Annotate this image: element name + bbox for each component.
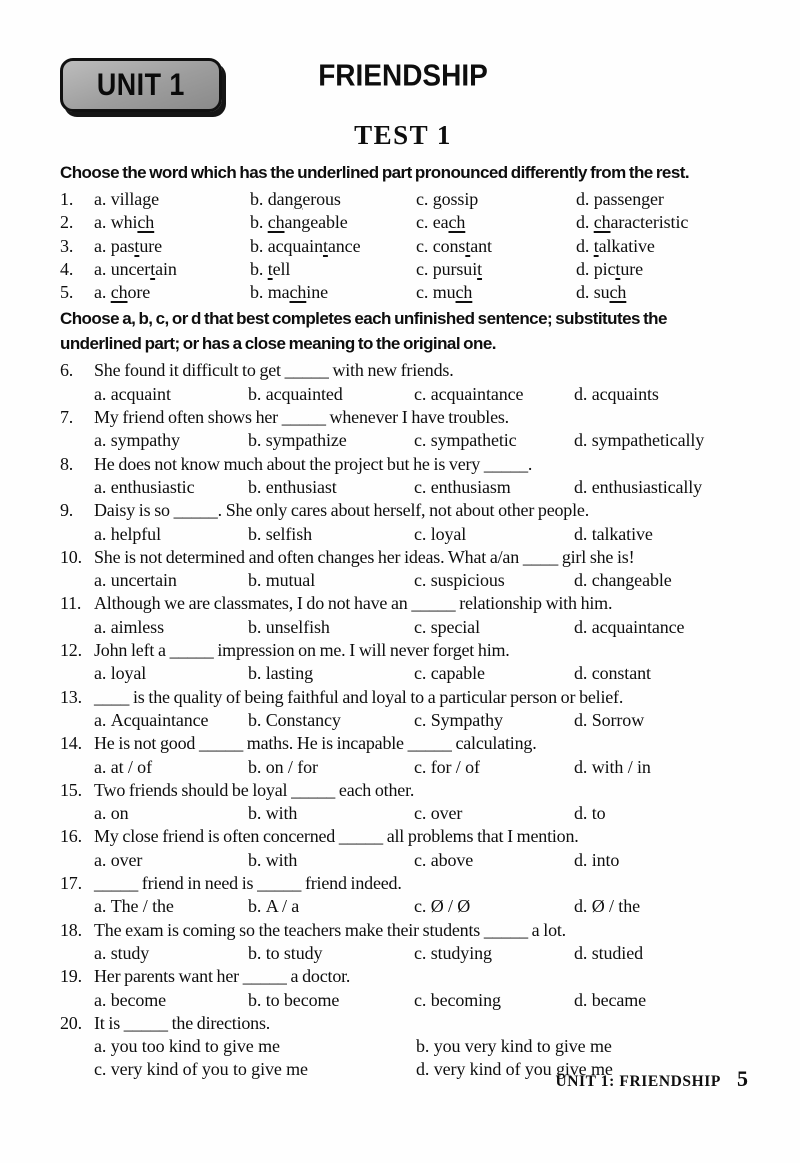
question-options bbox=[94, 849, 746, 872]
question-stem: John left a _____ impression on me. I will never forget him. bbox=[94, 640, 510, 661]
underlined-part: ch bbox=[448, 212, 466, 233]
question-stem-row bbox=[60, 732, 746, 755]
question-number: 10. bbox=[60, 546, 82, 567]
option-d: d. acquaintance bbox=[574, 616, 685, 637]
option-word: passenger bbox=[593, 189, 664, 209]
question-options bbox=[94, 476, 746, 499]
question bbox=[60, 639, 746, 686]
option-a bbox=[94, 235, 250, 258]
option-d: d. to bbox=[574, 803, 606, 824]
option-word: which bbox=[110, 212, 155, 233]
option-letter: c. bbox=[416, 282, 433, 303]
question-stem: She found it difficult to get _____ with new friends. bbox=[94, 360, 454, 381]
option-b: b. on / for bbox=[248, 756, 318, 777]
option-word: tell bbox=[267, 258, 291, 279]
option-b: b. unselfish bbox=[248, 616, 330, 637]
option-letter: b. bbox=[250, 282, 268, 303]
question-options bbox=[94, 662, 746, 685]
option-c: c. acquaintance bbox=[414, 383, 524, 404]
option-word: such bbox=[593, 282, 627, 303]
option-b: b. mutual bbox=[248, 570, 316, 591]
page-number: 5 bbox=[737, 1066, 748, 1091]
question-number: 3. bbox=[60, 235, 74, 256]
question-number: 14. bbox=[60, 733, 82, 754]
instruction-line: Choose a, b, c, or d that best completes each unfinished sentence; substitutes the bbox=[60, 309, 667, 329]
underlined-part: t bbox=[477, 258, 483, 279]
unit-badge bbox=[60, 58, 222, 112]
option-b: b. to study bbox=[248, 942, 323, 963]
pronunciation-question bbox=[60, 235, 746, 258]
question-number: 11. bbox=[60, 593, 82, 614]
question-options bbox=[94, 383, 746, 406]
section2-questions bbox=[60, 359, 746, 1081]
section1-instruction bbox=[60, 160, 746, 185]
option-d bbox=[576, 211, 746, 234]
option-a: a. over bbox=[94, 849, 143, 870]
question-stem: He does not know much about the project but he is very _____. bbox=[94, 453, 533, 474]
option-c: c. for / of bbox=[414, 756, 480, 777]
question-options bbox=[94, 942, 746, 965]
underlined-part: ch bbox=[609, 282, 627, 303]
option-a: a. enthusiastic bbox=[94, 476, 195, 497]
question-number: 8. bbox=[60, 453, 74, 474]
question-stem-row bbox=[60, 546, 746, 569]
option-a bbox=[94, 258, 250, 281]
underlined-part: ch bbox=[137, 212, 155, 233]
question-stem-row bbox=[60, 639, 746, 662]
option-c: c. above bbox=[414, 849, 474, 870]
underlined-part: t bbox=[134, 235, 140, 256]
option-letter: d. bbox=[576, 235, 594, 256]
option-b: b. acquainted bbox=[248, 383, 343, 404]
option-b: b. lasting bbox=[248, 663, 313, 684]
option-c: c. special bbox=[414, 616, 480, 637]
option-c bbox=[416, 211, 576, 234]
question bbox=[60, 825, 746, 872]
question-number: 6. bbox=[60, 360, 74, 381]
question bbox=[60, 499, 746, 546]
option-d bbox=[576, 258, 746, 281]
question-stem: Daisy is so _____. She only cares about herself, not about other people. bbox=[94, 500, 589, 521]
question-options bbox=[94, 616, 746, 639]
underlined-part: g bbox=[432, 189, 442, 209]
underlined-part: t bbox=[150, 258, 156, 279]
option-c: c. Ø / Ø bbox=[414, 896, 471, 917]
option-c: c. Sympathy bbox=[414, 709, 503, 730]
option-c: c. studying bbox=[414, 942, 492, 963]
option-d: d. sympathetically bbox=[574, 430, 705, 451]
option-letter: a. bbox=[94, 212, 111, 233]
option-d bbox=[576, 281, 746, 304]
option-word: chore bbox=[110, 282, 151, 303]
question bbox=[60, 406, 746, 453]
question bbox=[60, 872, 746, 919]
option-letter: d. bbox=[576, 212, 594, 233]
option-c: c. suspicious bbox=[414, 570, 505, 591]
underlined-part: t bbox=[593, 235, 599, 256]
page-header bbox=[60, 54, 746, 112]
option-c bbox=[416, 281, 576, 304]
underlined-part: g bbox=[142, 189, 152, 209]
question-stem-row bbox=[60, 919, 746, 942]
question bbox=[60, 732, 746, 779]
question-stem-row bbox=[60, 1012, 746, 1035]
instruction-line: underlined part; or has a close meaning to the original one. bbox=[60, 334, 496, 354]
option-b bbox=[250, 235, 416, 258]
underlined-part: t bbox=[267, 258, 273, 279]
option-a: a. at / of bbox=[94, 756, 152, 777]
option-d bbox=[576, 188, 746, 211]
option-b: b. you very kind to give me bbox=[416, 1036, 612, 1057]
option-d: d. Sorrow bbox=[574, 709, 645, 730]
question-stem-row bbox=[60, 453, 746, 476]
question-stem: He is not good _____ maths. He is incapable _____ calculating. bbox=[94, 733, 537, 754]
option-letter: c. bbox=[416, 258, 433, 279]
question-number: 16. bbox=[60, 826, 82, 847]
question-stem-row bbox=[60, 825, 746, 848]
question-options bbox=[94, 569, 746, 592]
pronunciation-question bbox=[60, 258, 746, 281]
question-options bbox=[94, 989, 746, 1012]
option-d: d. into bbox=[574, 849, 620, 870]
question-number: 7. bbox=[60, 407, 74, 428]
option-c: c. over bbox=[414, 803, 463, 824]
option-d: d. changeable bbox=[574, 570, 672, 591]
question-stem: My close friend is often concerned _____ all problems that I mention. bbox=[94, 826, 579, 847]
option-letter: b. bbox=[250, 212, 268, 233]
option-b bbox=[250, 188, 416, 211]
option-b: b. A / a bbox=[248, 896, 300, 917]
option-a bbox=[94, 211, 250, 234]
option-b: b. with bbox=[248, 803, 298, 824]
instruction-line: Choose the word which has the underlined part pronounced differently from the rest. bbox=[60, 163, 690, 182]
option-letter: a. bbox=[94, 235, 111, 256]
question-stem: Although we are classmates, I do not have an _____ relationship with him. bbox=[94, 593, 613, 614]
option-c: c. becoming bbox=[414, 989, 501, 1010]
option-word: uncertain bbox=[110, 258, 177, 279]
option-d: d. became bbox=[574, 989, 647, 1010]
option-c: c. very kind of you to give me bbox=[94, 1059, 308, 1080]
option-c bbox=[416, 188, 576, 211]
question-number: 18. bbox=[60, 919, 82, 940]
option-letter: c. bbox=[416, 212, 433, 233]
option-d: d. acquaints bbox=[574, 383, 659, 404]
option-letter: b. bbox=[250, 189, 268, 209]
pronunciation-question bbox=[60, 211, 746, 234]
option-word: pursuit bbox=[432, 258, 483, 279]
question-number: 17. bbox=[60, 873, 82, 894]
underlined-part: t bbox=[465, 235, 471, 256]
option-word: constant bbox=[432, 235, 492, 256]
question-number: 4. bbox=[60, 258, 74, 279]
option-a: a. study bbox=[94, 942, 150, 963]
underlined-part: g bbox=[293, 189, 303, 209]
option-word: pasture bbox=[110, 235, 162, 256]
option-b bbox=[250, 211, 416, 234]
question-options bbox=[94, 429, 746, 452]
question-number: 20. bbox=[60, 1012, 82, 1033]
question bbox=[60, 359, 746, 406]
option-d: d. talkative bbox=[574, 523, 653, 544]
question-options bbox=[94, 895, 746, 918]
question-stem: She is not determined and often changes her ideas. What a/an ____ girl she is! bbox=[94, 546, 635, 567]
question bbox=[60, 965, 746, 1012]
question-number: 19. bbox=[60, 966, 82, 987]
question-stem-row bbox=[60, 359, 746, 382]
question-stem-row bbox=[60, 686, 746, 709]
option-letter: b. bbox=[250, 258, 268, 279]
option-c: c. loyal bbox=[414, 523, 467, 544]
test-title: TEST 1 bbox=[354, 120, 452, 150]
page-footer bbox=[555, 1066, 748, 1092]
question bbox=[60, 779, 746, 826]
option-b bbox=[250, 281, 416, 304]
question-stem-row bbox=[60, 499, 746, 522]
option-b: b. with bbox=[248, 849, 298, 870]
unit-badge-label: UNIT 1 bbox=[96, 67, 186, 102]
option-d: d. constant bbox=[574, 663, 651, 684]
section2-instruction bbox=[60, 306, 746, 356]
question-stem: It is _____ the directions. bbox=[94, 1012, 271, 1033]
question-stem: The exam is coming so the teachers make their students _____ a lot. bbox=[94, 919, 566, 940]
option-letter: b. bbox=[250, 235, 268, 256]
question-options bbox=[94, 709, 746, 732]
option-a: a. loyal bbox=[94, 663, 147, 684]
option-a: a. you too kind to give me bbox=[94, 1036, 280, 1057]
question bbox=[60, 919, 746, 966]
option-letter: a. bbox=[94, 282, 111, 303]
option-b: b. selfish bbox=[248, 523, 312, 544]
option-a bbox=[94, 281, 250, 304]
option-b: b. Constancy bbox=[248, 709, 341, 730]
question-stem: My friend often shows her _____ whenever I have troubles. bbox=[94, 407, 509, 428]
option-word: picture bbox=[593, 258, 643, 279]
question-number: 15. bbox=[60, 779, 82, 800]
option-a: a. sympathy bbox=[94, 430, 180, 451]
option-b: b. enthusiast bbox=[248, 476, 337, 497]
question-number: 2. bbox=[60, 212, 74, 233]
question-stem-row bbox=[60, 965, 746, 988]
option-letter: c. bbox=[416, 189, 433, 209]
question-stem-row bbox=[60, 592, 746, 615]
option-word: gossip bbox=[432, 189, 479, 209]
option-a: a. aimless bbox=[94, 616, 164, 637]
option-word: machine bbox=[267, 282, 328, 303]
underlined-part: ch bbox=[593, 212, 611, 233]
option-letter: a. bbox=[94, 258, 111, 279]
footer-label: UNIT 1: FRIENDSHIP bbox=[555, 1073, 721, 1090]
underlined-part: t bbox=[615, 258, 621, 279]
question-stem-row bbox=[60, 779, 746, 802]
option-a: a. acquaint bbox=[94, 383, 171, 404]
underlined-part: t bbox=[322, 235, 328, 256]
option-d bbox=[576, 235, 746, 258]
option-c bbox=[416, 258, 576, 281]
option-a: a. on bbox=[94, 803, 129, 824]
option-letter: d. bbox=[576, 258, 594, 279]
option-letter: a. bbox=[94, 189, 111, 209]
option-a: a. The / the bbox=[94, 896, 174, 917]
option-c: c. sympathetic bbox=[414, 430, 517, 451]
option-word: dangerous bbox=[267, 189, 341, 209]
question-stem: ____ is the quality of being faithful and loyal to a particular person or belief. bbox=[94, 686, 624, 707]
question-stem: Her parents want her _____ a doctor. bbox=[94, 966, 351, 987]
question-options bbox=[94, 802, 746, 825]
option-word: acquaintance bbox=[267, 235, 361, 256]
question-number: 1. bbox=[60, 189, 74, 209]
option-c: c. enthusiasm bbox=[414, 476, 511, 497]
question-number: 13. bbox=[60, 686, 82, 707]
question-number: 9. bbox=[60, 500, 74, 521]
question-stem: _____ friend in need is _____ friend indeed. bbox=[94, 873, 402, 894]
option-word: much bbox=[432, 282, 473, 303]
option-a: a. uncertain bbox=[94, 570, 177, 591]
pronunciation-question bbox=[60, 188, 746, 211]
option-a: a. helpful bbox=[94, 523, 161, 544]
question bbox=[60, 686, 746, 733]
option-b: b. sympathize bbox=[248, 430, 347, 451]
option-letter: d. bbox=[576, 282, 594, 303]
section1-questions bbox=[60, 188, 746, 304]
option-a: a. Acquaintance bbox=[94, 709, 209, 730]
question-stem-row bbox=[60, 406, 746, 429]
question-number: 12. bbox=[60, 640, 82, 661]
option-d: d. Ø / the bbox=[574, 896, 640, 917]
question-options bbox=[94, 756, 746, 779]
option-a: a. become bbox=[94, 989, 167, 1010]
underlined-part: ch bbox=[289, 282, 307, 303]
question-number: 5. bbox=[60, 282, 74, 303]
option-word: changeable bbox=[267, 212, 348, 233]
option-d: d. enthusiastically bbox=[574, 476, 703, 497]
underlined-part: ch bbox=[110, 282, 128, 303]
question bbox=[60, 546, 746, 593]
option-letter: d. bbox=[576, 189, 594, 209]
option-word: talkative bbox=[593, 235, 655, 256]
option-b bbox=[250, 258, 416, 281]
pronunciation-question bbox=[60, 281, 746, 304]
option-d: d. very kind of you give me bbox=[416, 1059, 613, 1080]
option-c bbox=[416, 235, 576, 258]
question-stem-row bbox=[60, 872, 746, 895]
option-word: village bbox=[110, 189, 159, 209]
option-d: d. studied bbox=[574, 942, 643, 963]
underlined-part: ch bbox=[267, 212, 285, 233]
question-stem: Two friends should be loyal _____ each other. bbox=[94, 779, 415, 800]
option-c: c. capable bbox=[414, 663, 485, 684]
question-options bbox=[94, 523, 746, 546]
question bbox=[60, 592, 746, 639]
option-b: b. to become bbox=[248, 989, 340, 1010]
question bbox=[60, 453, 746, 500]
underlined-part: g bbox=[641, 189, 650, 209]
underlined-part: ch bbox=[455, 282, 473, 303]
option-a bbox=[94, 188, 250, 211]
option-letter: c. bbox=[416, 235, 433, 256]
option-d: d. with / in bbox=[574, 756, 651, 777]
option-word: each bbox=[432, 212, 466, 233]
page-title: FRIENDSHIP bbox=[318, 58, 488, 93]
option-word: characteristic bbox=[593, 212, 689, 233]
